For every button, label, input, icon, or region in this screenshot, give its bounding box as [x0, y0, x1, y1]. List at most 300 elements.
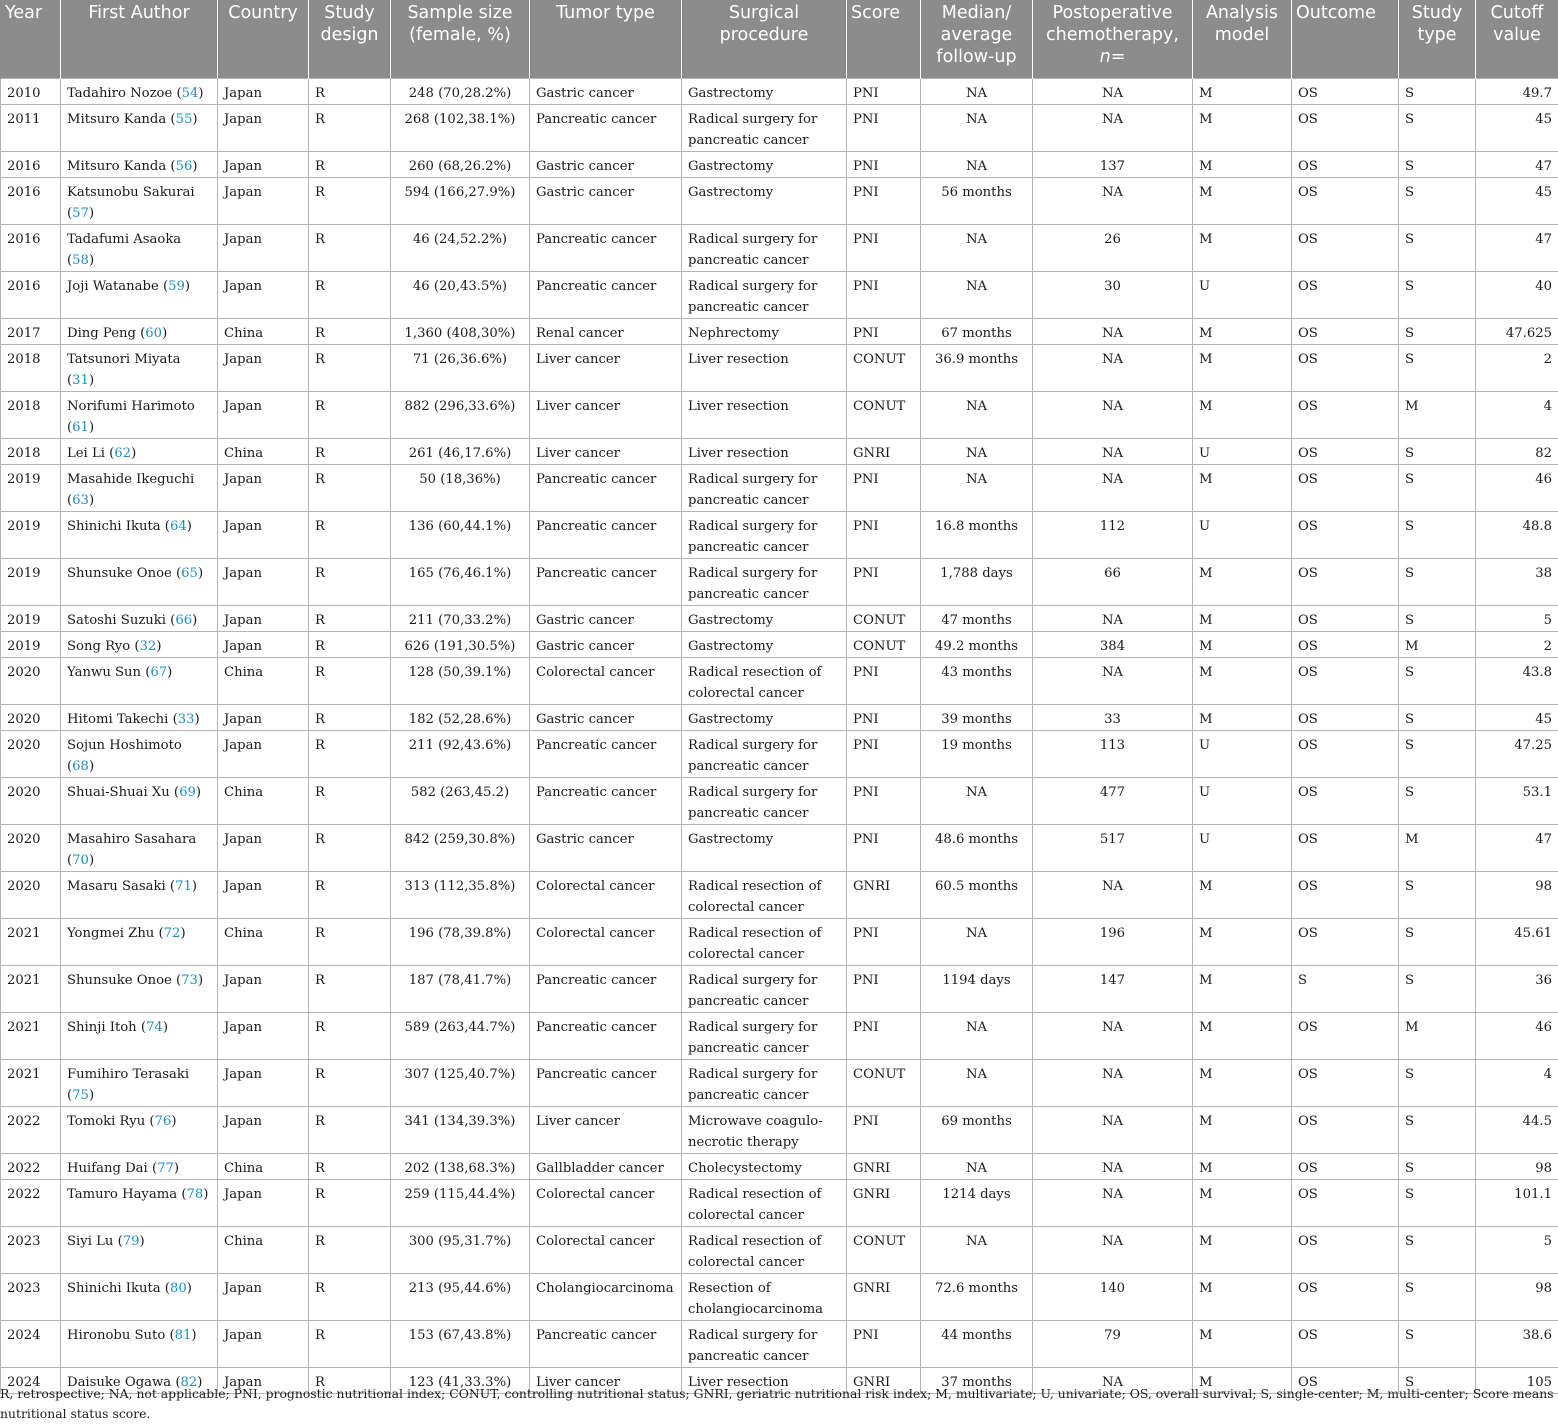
cell-design: R [309, 605, 391, 631]
cell-cutoff: 47.25 [1476, 730, 1558, 777]
table-row [1, 271, 1558, 318]
reference-link[interactable]: 78 [186, 1187, 203, 1202]
cell-surgery: Liver resection [682, 391, 847, 438]
cell-author: Katsunobu Sakurai (57) [61, 177, 218, 224]
table-row [1, 104, 1558, 151]
cell-outcome: OS [1292, 824, 1399, 871]
cell-outcome: S [1292, 965, 1399, 1012]
cell-country: Japan [218, 1012, 309, 1059]
table-row [1, 391, 1558, 438]
cell-author: Ding Peng (60) [61, 318, 218, 344]
cell-type: S [1399, 871, 1476, 918]
cell-year: 2017 [1, 318, 61, 344]
cell-type: M [1399, 391, 1476, 438]
cell-score: PNI [847, 78, 921, 104]
table-row [1, 704, 1558, 730]
cell-tumor: Pancreatic cancer [530, 965, 682, 1012]
cell-surgery: Liver resection [682, 344, 847, 391]
cell-tumor: Pancreatic cancer [530, 271, 682, 318]
cell-outcome: OS [1292, 344, 1399, 391]
cell-outcome: OS [1292, 1226, 1399, 1273]
cell-chemo: NA [1033, 438, 1193, 464]
cell-cutoff: 47.625 [1476, 318, 1558, 344]
cell-cutoff: 82 [1476, 438, 1558, 464]
cell-author: Masahiro Sasahara (70) [61, 824, 218, 871]
cell-score: CONUT [847, 344, 921, 391]
cell-model: M [1193, 318, 1292, 344]
cell-score: PNI [847, 1106, 921, 1153]
cell-design: R [309, 824, 391, 871]
cell-chemo: 113 [1033, 730, 1193, 777]
cell-tumor: Gastric cancer [530, 78, 682, 104]
cell-outcome: OS [1292, 631, 1399, 657]
cell-score: PNI [847, 151, 921, 177]
cell-score: PNI [847, 1320, 921, 1367]
cell-chemo: 112 [1033, 511, 1193, 558]
header-tumor-type: Tumor type [530, 0, 682, 78]
reference-link[interactable]: 57 [72, 206, 89, 221]
cell-country: Japan [218, 1059, 309, 1106]
cell-surgery: Liver resection [682, 438, 847, 464]
reference-link[interactable]: 76 [155, 1114, 172, 1129]
cell-outcome: OS [1292, 1153, 1399, 1179]
cell-model: U [1193, 271, 1292, 318]
cell-outcome: OS [1292, 177, 1399, 224]
author-name: Satoshi Suzuki [67, 613, 166, 628]
cell-country: Japan [218, 730, 309, 777]
cell-year: 2019 [1, 558, 61, 605]
cell-sample: 211 (70,33.2%) [391, 605, 530, 631]
reference-link[interactable]: 54 [182, 86, 199, 101]
cell-surgery: Radical surgery for pancreatic cancer [682, 511, 847, 558]
author-name: Fumihiro Terasaki [67, 1067, 189, 1082]
cell-score: PNI [847, 918, 921, 965]
cell-chemo: NA [1033, 78, 1193, 104]
cell-country: China [218, 1226, 309, 1273]
cell-chemo: 477 [1033, 777, 1193, 824]
cell-year: 2016 [1, 271, 61, 318]
cell-cutoff: 2 [1476, 344, 1558, 391]
cell-country: Japan [218, 78, 309, 104]
reference-link[interactable]: 75 [72, 1088, 89, 1103]
cell-tumor: Gallbladder cancer [530, 1153, 682, 1179]
header-chemo-label: Postoperative chemotherapy, [1046, 3, 1179, 45]
reference-link[interactable]: 77 [157, 1161, 174, 1176]
header-first-author: First Author [61, 0, 218, 78]
cell-year: 2019 [1, 464, 61, 511]
cell-type: S [1399, 271, 1476, 318]
cell-cutoff: 36 [1476, 965, 1558, 1012]
reference-link[interactable]: 69 [179, 785, 196, 800]
cell-sample: 248 (70,28.2%) [391, 78, 530, 104]
cell-score: PNI [847, 965, 921, 1012]
cell-design: R [309, 391, 391, 438]
cell-design: R [309, 511, 391, 558]
cell-surgery: Microwave coagulo-necrotic therapy [682, 1106, 847, 1153]
cell-author: Fumihiro Terasaki (75) [61, 1059, 218, 1106]
header-analysis-model: Analysis model [1193, 0, 1292, 78]
cell-author: Hironobu Suto (81) [61, 1320, 218, 1367]
reference-link[interactable]: 64 [170, 519, 187, 534]
cell-cutoff: 53.1 [1476, 777, 1558, 824]
cell-model: M [1193, 464, 1292, 511]
author-name: Lei Li [67, 446, 105, 461]
cell-design: R [309, 318, 391, 344]
cell-cutoff: 44.5 [1476, 1106, 1558, 1153]
cell-followup: 36.9 months [921, 344, 1033, 391]
reference-link[interactable]: 33 [178, 712, 195, 727]
cell-score: CONUT [847, 1226, 921, 1273]
reference-link[interactable]: 32 [140, 639, 157, 654]
cell-type: S [1399, 730, 1476, 777]
cell-surgery: Radical surgery for pancreatic cancer [682, 464, 847, 511]
cell-tumor: Pancreatic cancer [530, 464, 682, 511]
header-study-type: Study type [1399, 0, 1476, 78]
cell-surgery: Radical surgery for pancreatic cancer [682, 104, 847, 151]
cell-design: R [309, 1012, 391, 1059]
cell-author: Tomoki Ryu (76) [61, 1106, 218, 1153]
cell-followup: 48.6 months [921, 824, 1033, 871]
cell-surgery: Gastrectomy [682, 177, 847, 224]
cell-type: S [1399, 438, 1476, 464]
table-row [1, 965, 1558, 1012]
header-postoperative-chemotherapy [1033, 0, 1193, 78]
cell-outcome: OS [1292, 151, 1399, 177]
header-surgical-procedure: Surgical procedure [682, 0, 847, 78]
cell-type: S [1399, 464, 1476, 511]
reference-link[interactable]: 79 [123, 1234, 140, 1249]
cell-type: S [1399, 1179, 1476, 1226]
cell-cutoff: 98 [1476, 1273, 1558, 1320]
header-country: Country [218, 0, 309, 78]
author-name: Joji Watanabe [67, 279, 159, 294]
cell-sample: 165 (76,46.1%) [391, 558, 530, 605]
cell-model: M [1193, 1367, 1292, 1393]
header-score: Score [847, 0, 921, 78]
cell-year: 2020 [1, 871, 61, 918]
cell-year: 2024 [1, 1320, 61, 1367]
cell-outcome: OS [1292, 704, 1399, 730]
cell-author: Satoshi Suzuki (66) [61, 605, 218, 631]
author-name: Shunsuke Onoe [67, 566, 172, 581]
cell-type: S [1399, 657, 1476, 704]
cell-outcome: OS [1292, 318, 1399, 344]
cell-design: R [309, 78, 391, 104]
cell-type: S [1399, 918, 1476, 965]
cell-chemo: NA [1033, 657, 1193, 704]
cell-year: 2023 [1, 1226, 61, 1273]
cell-outcome: OS [1292, 224, 1399, 271]
cell-country: Japan [218, 631, 309, 657]
cell-score: GNRI [847, 871, 921, 918]
cell-design: R [309, 1367, 391, 1393]
cell-design: R [309, 1106, 391, 1153]
cell-chemo: 66 [1033, 558, 1193, 605]
reference-link[interactable]: 67 [150, 665, 167, 680]
cell-outcome: OS [1292, 871, 1399, 918]
reference-link[interactable]: 59 [168, 279, 185, 294]
cell-outcome: OS [1292, 1059, 1399, 1106]
cell-outcome: OS [1292, 391, 1399, 438]
cell-followup: 37 months [921, 1367, 1033, 1393]
cell-year: 2018 [1, 438, 61, 464]
table-row [1, 918, 1558, 965]
cell-year: 2018 [1, 391, 61, 438]
cell-model: M [1193, 1059, 1292, 1106]
cell-sample: 153 (67,43.8%) [391, 1320, 530, 1367]
cell-cutoff: 45 [1476, 177, 1558, 224]
cell-author: Norifumi Harimoto (61) [61, 391, 218, 438]
cell-tumor: Gastric cancer [530, 177, 682, 224]
cell-year: 2020 [1, 777, 61, 824]
table-row [1, 1226, 1558, 1273]
reference-link[interactable]: 74 [146, 1020, 163, 1035]
cell-year: 2019 [1, 511, 61, 558]
cell-sample: 46 (24,52.2%) [391, 224, 530, 271]
table-row [1, 1153, 1558, 1179]
cell-chemo: NA [1033, 344, 1193, 391]
reference-link[interactable]: 73 [181, 973, 198, 988]
author-name: Ding Peng [67, 326, 136, 341]
cell-chemo: NA [1033, 177, 1193, 224]
cell-tumor: Liver cancer [530, 344, 682, 391]
cell-chemo: NA [1033, 1012, 1193, 1059]
cell-surgery: Radical resection of colorectal cancer [682, 871, 847, 918]
cell-chemo: NA [1033, 104, 1193, 151]
cell-surgery: Radical surgery for pancreatic cancer [682, 730, 847, 777]
cell-chemo: 196 [1033, 918, 1193, 965]
cell-author: Tatsunori Miyata (31) [61, 344, 218, 391]
cell-author: Shuai-Shuai Xu (69) [61, 777, 218, 824]
cell-chemo: 30 [1033, 271, 1193, 318]
reference-link[interactable]: 31 [72, 373, 89, 388]
author-name: Masaru Sasaki [67, 879, 166, 894]
reference-link[interactable]: 81 [175, 1328, 192, 1343]
author-name: Song Ryo [67, 639, 130, 654]
cell-followup: NA [921, 438, 1033, 464]
cell-model: M [1193, 1106, 1292, 1153]
cell-chemo: NA [1033, 1367, 1193, 1393]
table-row [1, 224, 1558, 271]
cell-score: GNRI [847, 1153, 921, 1179]
cell-tumor: Gastric cancer [530, 605, 682, 631]
cell-author: Shunsuke Onoe (65) [61, 558, 218, 605]
author-name: Tamuro Hayama [67, 1187, 177, 1202]
cell-model: M [1193, 704, 1292, 730]
cell-score: GNRI [847, 1179, 921, 1226]
cell-sample: 196 (78,39.8%) [391, 918, 530, 965]
cell-score: PNI [847, 271, 921, 318]
reference-link[interactable]: 58 [72, 253, 89, 268]
cell-type: S [1399, 777, 1476, 824]
table-row [1, 511, 1558, 558]
reference-link[interactable]: 61 [72, 420, 89, 435]
cell-sample: 136 (60,44.1%) [391, 511, 530, 558]
cell-model: M [1193, 657, 1292, 704]
cell-type: S [1399, 1367, 1476, 1393]
author-name: Masahide Ikeguchi [67, 472, 194, 487]
reference-link[interactable]: 56 [176, 159, 193, 174]
cell-followup: NA [921, 104, 1033, 151]
author-name: Tadahiro Nozoe [67, 86, 172, 101]
cell-tumor: Gastric cancer [530, 704, 682, 730]
cell-sample: 882 (296,33.6%) [391, 391, 530, 438]
cell-score: PNI [847, 730, 921, 777]
cell-cutoff: 38 [1476, 558, 1558, 605]
cell-chemo: 517 [1033, 824, 1193, 871]
cell-year: 2019 [1, 605, 61, 631]
cell-surgery: Radical resection of colorectal cancer [682, 1226, 847, 1273]
cell-model: M [1193, 78, 1292, 104]
cell-model: M [1193, 1320, 1292, 1367]
cell-type: S [1399, 511, 1476, 558]
cell-year: 2021 [1, 918, 61, 965]
cell-country: Japan [218, 224, 309, 271]
cell-score: GNRI [847, 438, 921, 464]
cell-country: China [218, 918, 309, 965]
cell-outcome: OS [1292, 1106, 1399, 1153]
cell-outcome: OS [1292, 1320, 1399, 1367]
cell-author: Shinichi Ikuta (64) [61, 511, 218, 558]
cell-sample: 46 (20,43.5%) [391, 271, 530, 318]
cell-score: GNRI [847, 1273, 921, 1320]
cell-model: M [1193, 871, 1292, 918]
cell-sample: 213 (95,44.6%) [391, 1273, 530, 1320]
cell-sample: 268 (102,38.1%) [391, 104, 530, 151]
cell-author: Mitsuro Kanda (56) [61, 151, 218, 177]
reference-link[interactable]: 65 [181, 566, 198, 581]
cell-type: S [1399, 1320, 1476, 1367]
cell-followup: NA [921, 777, 1033, 824]
reference-link[interactable]: 68 [72, 759, 89, 774]
cell-sample: 50 (18,36%) [391, 464, 530, 511]
cell-chemo: NA [1033, 1226, 1193, 1273]
cell-country: Japan [218, 177, 309, 224]
cell-design: R [309, 777, 391, 824]
cell-type: M [1399, 824, 1476, 871]
table-row [1, 78, 1558, 104]
cell-outcome: OS [1292, 1012, 1399, 1059]
reference-link[interactable]: 60 [145, 326, 162, 341]
cell-model: M [1193, 1012, 1292, 1059]
cell-score: CONUT [847, 391, 921, 438]
cell-tumor: Colorectal cancer [530, 657, 682, 704]
reference-link[interactable]: 70 [72, 853, 89, 868]
cell-followup: 1,788 days [921, 558, 1033, 605]
cell-design: R [309, 965, 391, 1012]
cell-sample: 259 (115,44.4%) [391, 1179, 530, 1226]
author-name: Shinichi Ikuta [67, 1281, 161, 1296]
cell-type: S [1399, 704, 1476, 730]
author-name: Masahiro Sasahara [67, 832, 196, 847]
cell-country: Japan [218, 605, 309, 631]
cell-chemo: NA [1033, 1106, 1193, 1153]
cell-country: China [218, 777, 309, 824]
cell-score: CONUT [847, 1059, 921, 1106]
cell-cutoff: 98 [1476, 1153, 1558, 1179]
table-row [1, 631, 1558, 657]
cell-author: Shinichi Ikuta (80) [61, 1273, 218, 1320]
reference-link[interactable]: 82 [181, 1375, 198, 1390]
cell-outcome: OS [1292, 730, 1399, 777]
cell-type: S [1399, 151, 1476, 177]
table-row [1, 1012, 1558, 1059]
cell-cutoff: 98 [1476, 871, 1558, 918]
reference-link[interactable]: 80 [170, 1281, 187, 1296]
cell-year: 2011 [1, 104, 61, 151]
cell-score: PNI [847, 558, 921, 605]
cell-design: R [309, 1179, 391, 1226]
cell-country: China [218, 657, 309, 704]
cell-tumor: Pancreatic cancer [530, 558, 682, 605]
cell-year: 2020 [1, 657, 61, 704]
header-study-design: Study design [309, 0, 391, 78]
cell-country: Japan [218, 704, 309, 730]
cell-model: M [1193, 631, 1292, 657]
author-name: Hironobu Suto [67, 1328, 165, 1343]
cell-model: M [1193, 104, 1292, 151]
cell-year: 2016 [1, 177, 61, 224]
reference-link[interactable]: 72 [164, 926, 181, 941]
cell-type: S [1399, 558, 1476, 605]
cell-tumor: Pancreatic cancer [530, 730, 682, 777]
cell-chemo: 33 [1033, 704, 1193, 730]
header-outcome: Outcome [1292, 0, 1399, 78]
cell-cutoff: 38.6 [1476, 1320, 1558, 1367]
cell-surgery: Resection of cholangiocarcinoma [682, 1273, 847, 1320]
cell-year: 2022 [1, 1106, 61, 1153]
cell-sample: 202 (138,68.3%) [391, 1153, 530, 1179]
reference-link[interactable]: 62 [114, 446, 131, 461]
cell-tumor: Pancreatic cancer [530, 104, 682, 151]
cell-type: S [1399, 78, 1476, 104]
author-name: Siyi Lu [67, 1234, 113, 1249]
cell-model: M [1193, 344, 1292, 391]
cell-outcome: OS [1292, 1179, 1399, 1226]
cell-author: Hitomi Takechi (33) [61, 704, 218, 730]
cell-year: 2024 [1, 1367, 61, 1393]
reference-link[interactable]: 63 [72, 493, 89, 508]
reference-link[interactable]: 71 [175, 879, 192, 894]
author-name: Sojun Hoshimoto [67, 738, 182, 753]
table-row [1, 438, 1558, 464]
cell-score: CONUT [847, 605, 921, 631]
cell-author: Joji Watanabe (59) [61, 271, 218, 318]
cell-tumor: Colorectal cancer [530, 871, 682, 918]
table-footnote: R, retrospective; NA, not applicable; PNI, prognostic nutritional index; CONUT, controlling nutritional status; GNRI, geriatric nutritional risk index; M, multivariate; U, univariate; OS, overall survival; S, single-center; M, multi-center; Score means nutritional status score. [0, 1384, 1556, 1424]
cell-surgery: Nephrectomy [682, 318, 847, 344]
cell-chemo: 147 [1033, 965, 1193, 1012]
reference-link[interactable]: 66 [175, 613, 192, 628]
cell-cutoff: 46 [1476, 1012, 1558, 1059]
reference-link[interactable]: 55 [176, 112, 193, 127]
cell-tumor: Pancreatic cancer [530, 777, 682, 824]
table-row [1, 657, 1558, 704]
cell-model: M [1193, 224, 1292, 271]
cell-tumor: Liver cancer [530, 391, 682, 438]
cell-followup: NA [921, 464, 1033, 511]
cell-tumor: Pancreatic cancer [530, 1320, 682, 1367]
cell-design: R [309, 151, 391, 177]
cell-design: R [309, 344, 391, 391]
cell-surgery: Radical resection of colorectal cancer [682, 918, 847, 965]
cell-author: Tamuro Hayama (78) [61, 1179, 218, 1226]
cell-model: M [1193, 1226, 1292, 1273]
cell-country: Japan [218, 871, 309, 918]
cell-followup: 69 months [921, 1106, 1033, 1153]
cell-outcome: OS [1292, 657, 1399, 704]
cell-outcome: OS [1292, 1367, 1399, 1393]
